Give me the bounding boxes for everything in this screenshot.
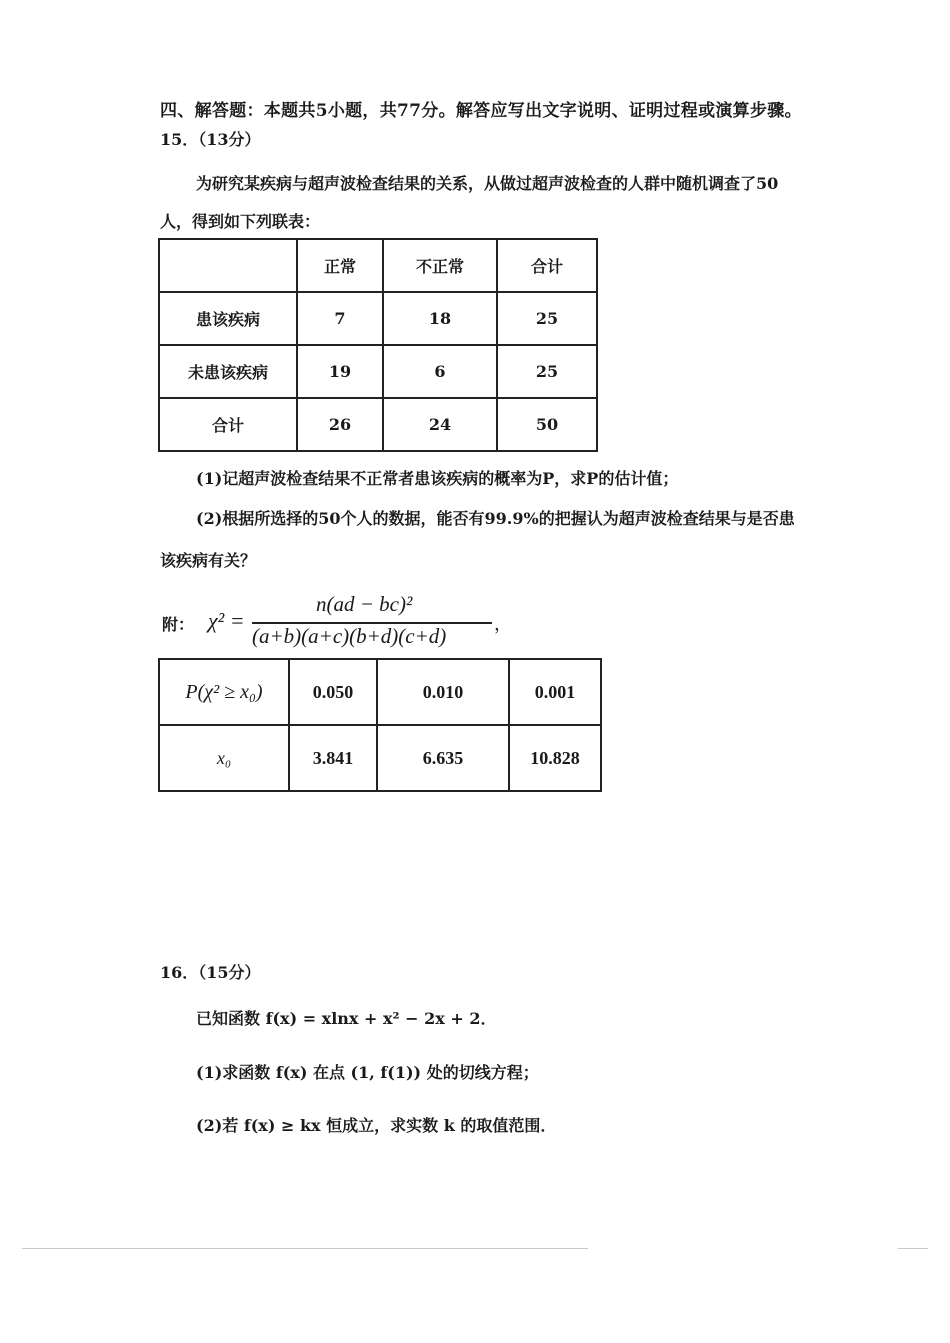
formula-trailing: ， [494, 614, 512, 635]
table-cell: 24 [383, 398, 497, 451]
appendix-label: 附： [162, 615, 195, 634]
formula-lhs: χ² = [208, 608, 245, 633]
table-cell: 6 [383, 345, 497, 398]
table-row [159, 292, 597, 345]
table-cell: 19 [297, 345, 383, 398]
question-15-part1: (1)记超声波检查结果不正常者患该疾病的概率为P，求P的估计值； [196, 469, 679, 488]
table-cell: 6.635 [377, 725, 509, 791]
table-cell: 25 [497, 292, 597, 345]
question-15-number: 15．（13分） [160, 130, 261, 149]
section-heading: 四、解答题：本题共5小题，共77分。解答应写出文字说明、证明过程或演算步骤。 [160, 101, 802, 121]
table-cell: 25 [497, 345, 597, 398]
table-cell: x₀ [159, 725, 289, 791]
table-cell [159, 239, 297, 292]
formula-numerator: n(ad − bc)² [316, 592, 413, 616]
formula-denominator: (a+b)(a+c)(b+d)(c+d) [252, 624, 447, 648]
table-cell: 50 [497, 398, 597, 451]
question-15-intro-line1: 为研究某疾病与超声波检查结果的关系，从做过超声波检查的人群中随机调查了50 [196, 174, 779, 193]
question-16-number: 16．（15分） [160, 963, 261, 982]
table-cell: 26 [297, 398, 383, 451]
table-cell: 0.001 [509, 659, 601, 725]
table-cell: 0.050 [289, 659, 377, 725]
question-15-part2-line2: 该疾病有关？ [160, 551, 257, 570]
table-cell: 3.841 [289, 725, 377, 791]
table-cell: 合计 [159, 398, 297, 451]
table-cell: 7 [297, 292, 383, 345]
table-cell: 合计 [497, 239, 597, 292]
table-row [159, 345, 597, 398]
table-cell: 不正常 [383, 239, 497, 292]
chi-square-formula [208, 588, 512, 658]
page-divider [898, 1248, 928, 1249]
question-16-part2: (2)若 f(x) ≥ kx 恒成立，求实数 k 的取值范围． [196, 1116, 557, 1135]
question-16-given: 已知函数 f(x) = xlnx + x² − 2x + 2． [196, 1009, 497, 1028]
table-cell: 18 [383, 292, 497, 345]
question-16-part1: (1)求函数 f(x) 在点 (1, f(1)) 处的切线方程； [196, 1063, 539, 1082]
question-15-intro-line2: 人，得到如下列联表： [160, 212, 321, 231]
table-row [159, 725, 601, 791]
page-divider [22, 1248, 588, 1249]
critical-value-table [158, 658, 602, 792]
table-cell: 未患该疾病 [159, 345, 297, 398]
table-cell: 患该疾病 [159, 292, 297, 345]
table-header-row [159, 239, 597, 292]
table-cell: P(χ² ≥ x₀) [159, 659, 289, 725]
table-cell: 正常 [297, 239, 383, 292]
table-row [159, 659, 601, 725]
question-15-part2-line1: (2)根据所选择的50个人的数据，能否有99.9%的把握认为超声波检查结果与是否患 [196, 509, 795, 528]
table-cell: 10.828 [509, 725, 601, 791]
contingency-table [158, 238, 598, 452]
table-cell: 0.010 [377, 659, 509, 725]
table-row [159, 398, 597, 451]
